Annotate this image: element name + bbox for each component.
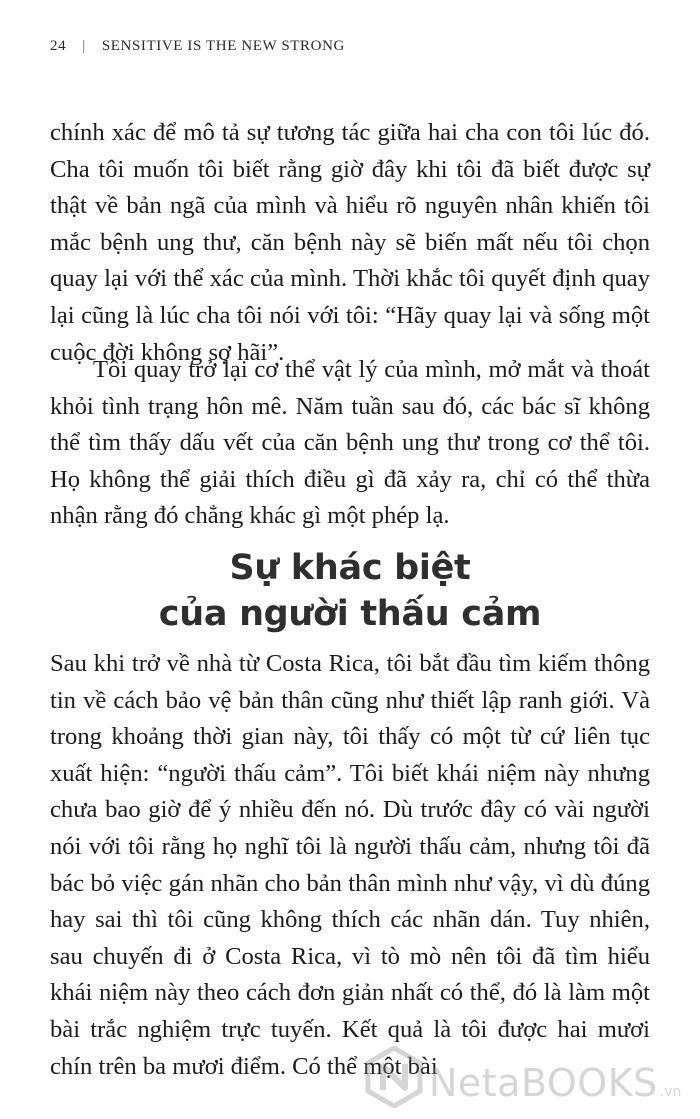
watermark-brand: NetaBOOKS [429,1061,658,1105]
running-header [50,38,345,55]
paragraph-text: Sau khi trở về nhà từ Costa Rica, tôi bắt đầu tìm kiếm thông tin về cách bảo vệ bản thân cũng như thiết lập ranh giới. Và trong khoảng thời gian này, tôi thấy có một từ cứ liên tục xuất hiện: “người thấu cảm”. Tôi biết khái niệm này nhưng chưa bao giờ để ý nhiều đến nó. Dù trước đây có vài người nói với tôi rằng họ nghĩ tôi là người thấu cảm, nhưng tôi đã bác bỏ việc gán nhãn cho bản thân mình như vậy, vì dù đúng hay sai thì tôi cũng không thích các nhãn dán. Tuy nhiên, sau chuyến đi ở Costa Rica, vì tò mò nên tôi đã tìm hiểu khái niệm này theo cách đơn giản nhất có thể, đó là làm một bài trắc nghiệm trực tuyến. Kết quả là tôi được hai mươi chín trên ba mươi điểm. Có thể một bài [50,650,650,1080]
header-separator: | [82,38,86,54]
book-title: SENSITIVE IS THE NEW STRONG [101,38,345,54]
page-number: 24 [50,38,67,54]
netabooks-logo-icon [365,1046,423,1108]
section-heading-line-2: của người thấu cảm [158,594,542,634]
paragraph-text: chính xác để mô tả sự tương tác giữa hai cha con tôi lúc đó. Cha tôi muốn tôi biết rằng giờ đây khi tôi đã biết được sự thật về bản ngã của mình và hiểu rõ nguyên nhân khiến tôi mắc bệnh ung thư, căn bệnh này sẽ biến mất nếu tôi chọn quay lại với thể xác của mình. Thời khắc tôi quyết định quay lại cũng là lúc cha tôi nói với tôi: “Hãy quay lại và sống một cuộc đời không sợ hãi”. [50,119,650,366]
paragraph-continued [50,115,650,371]
watermark-suffix: .vn [659,1084,682,1100]
section-heading-line-1: Sự khác biệt [229,548,471,588]
paragraph-empath [50,646,650,1085]
publisher-watermark [365,1046,681,1108]
section-heading [0,545,700,637]
paragraph-recovery [50,352,650,535]
paragraph-text: Tôi quay trở lại cơ thể vật lý của mình, mở mắt và thoát khỏi tình trạng hôn mê. Năm tuần sau đó, các bác sĩ không thể tìm thấy dấu vết của căn bệnh ung thư trong cơ thể tôi. Họ không thể giải thích điều gì đã xảy ra, chỉ có thể thừa nhận rằng đó chẳng khác gì một phép lạ. [50,356,650,530]
